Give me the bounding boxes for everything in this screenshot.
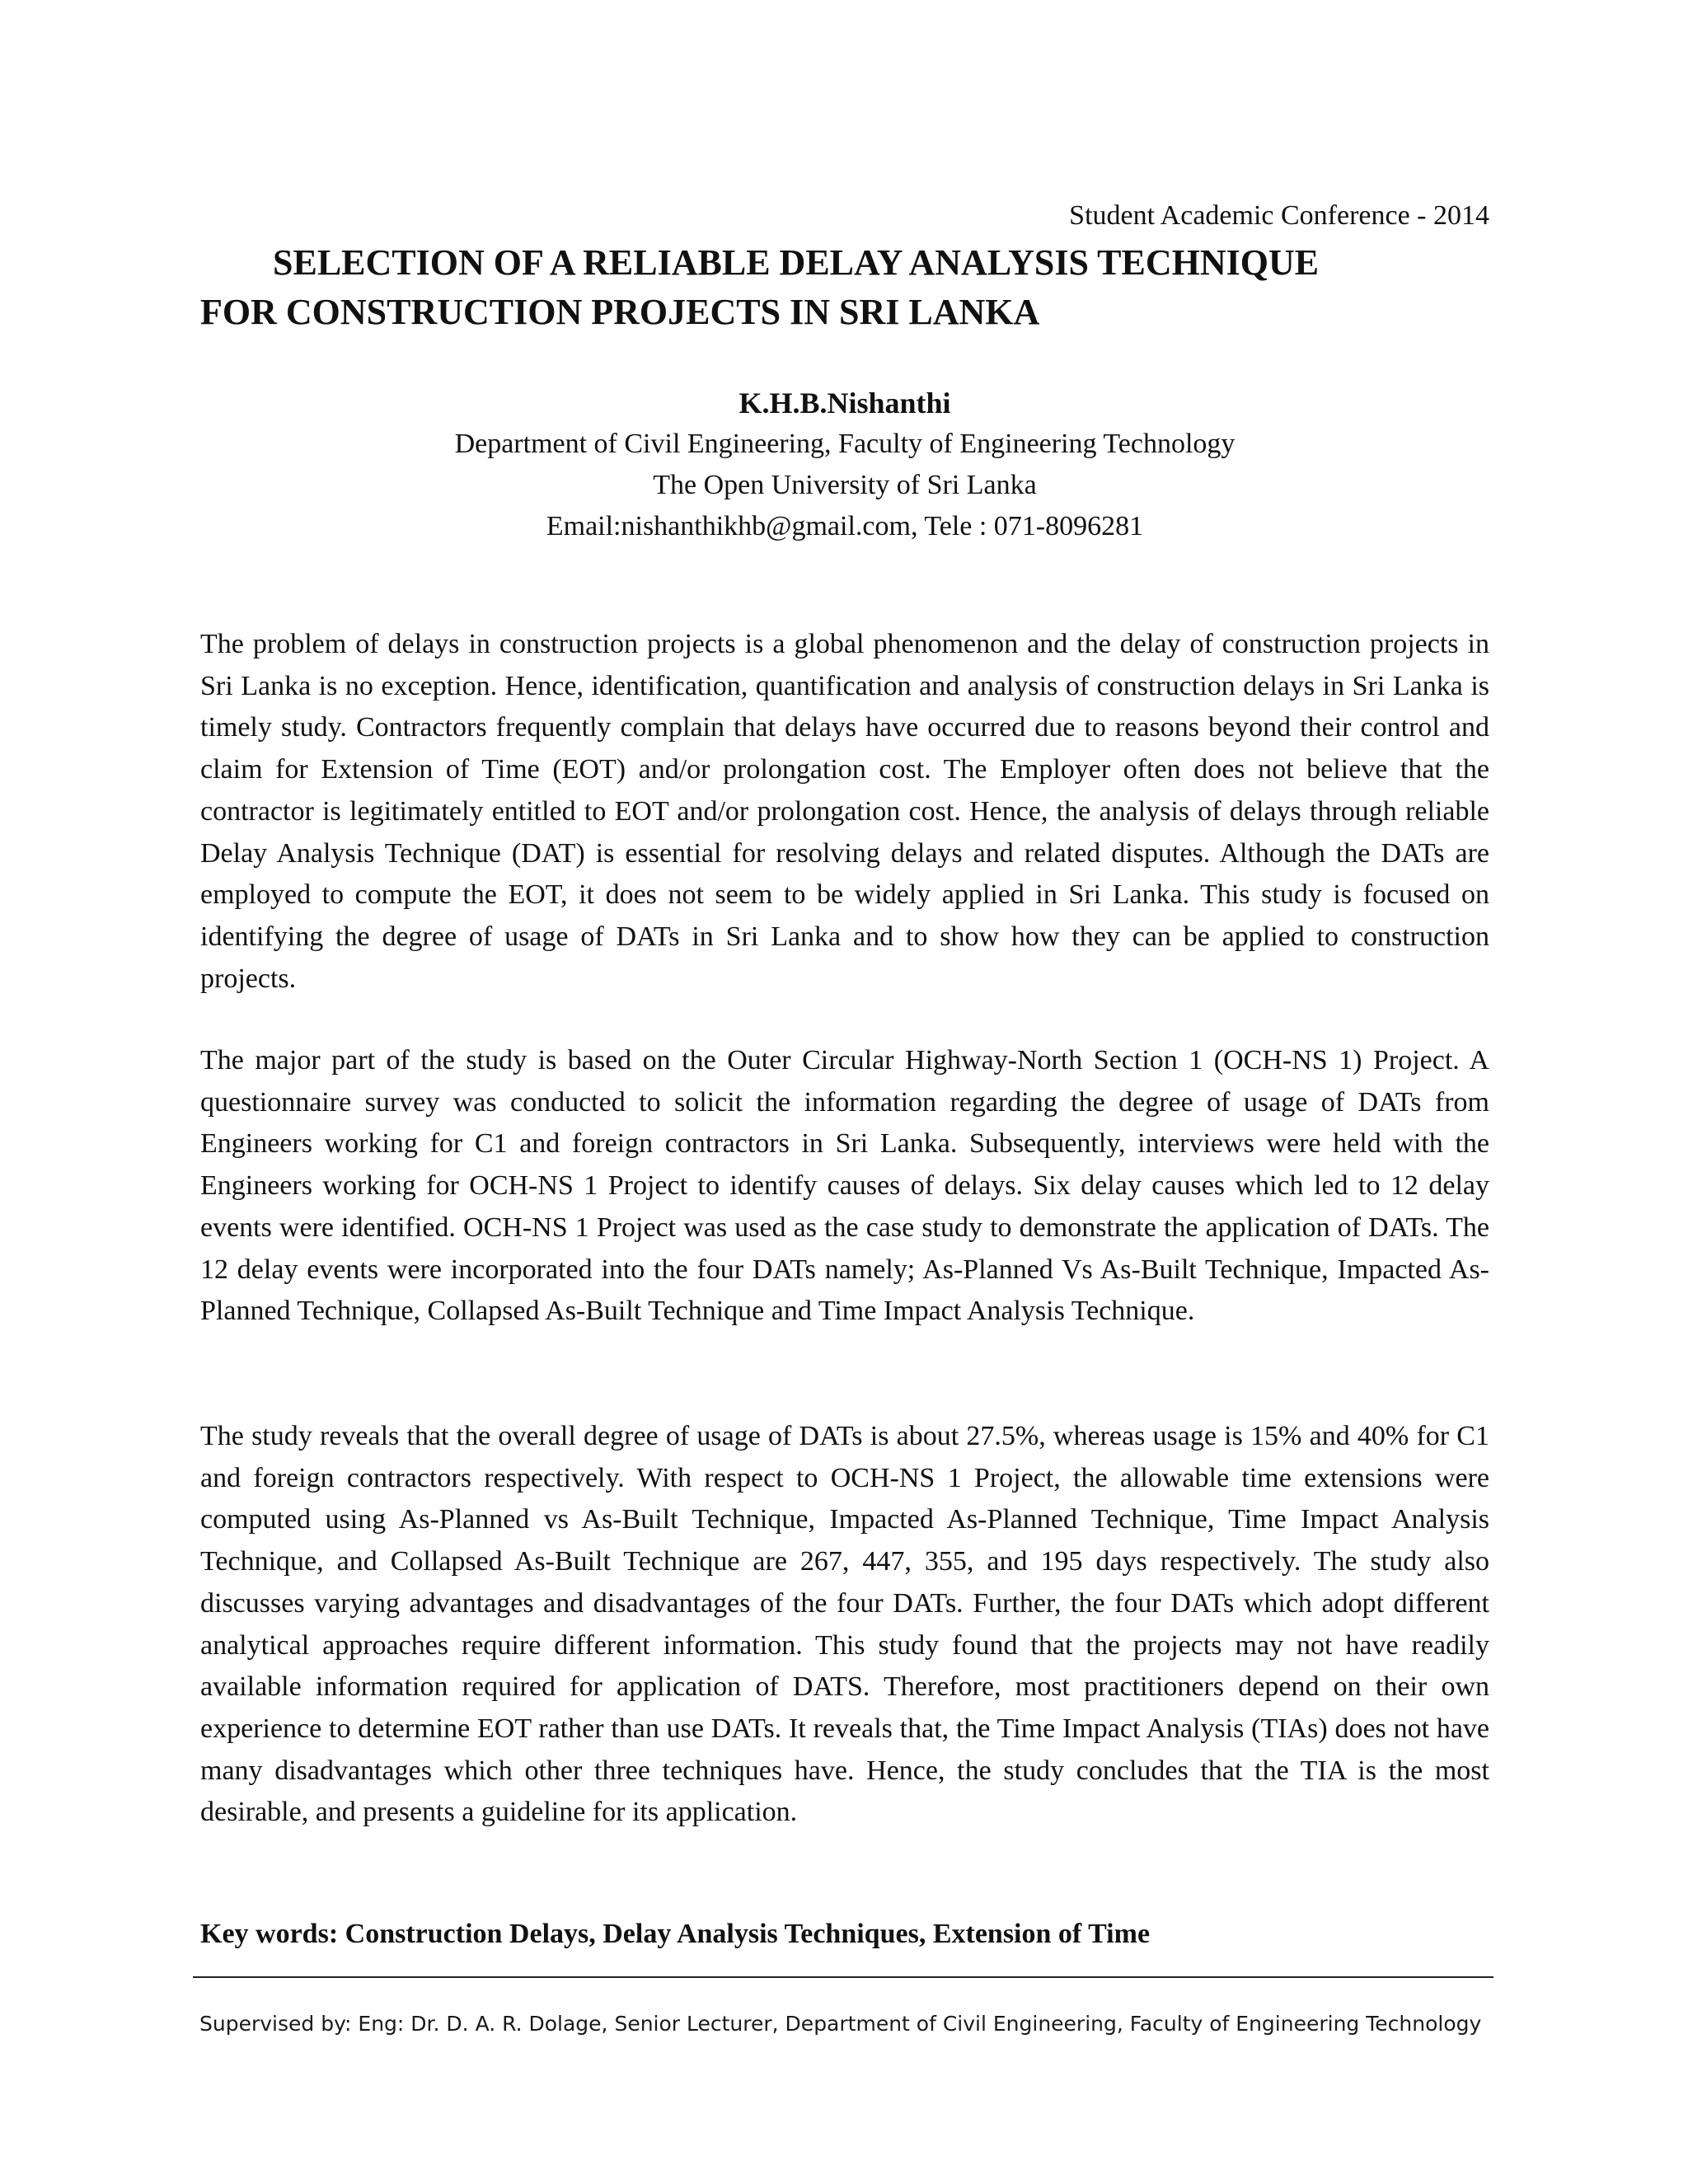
paper-title-line-1: SELECTION OF A RELIABLE DELAY ANALYSIS TECHNIQUE <box>273 242 1320 283</box>
author-department: Department of Civil Engineering, Faculty of Engineering Technology <box>454 429 1236 459</box>
author-name: K.H.B.Nishanthi <box>738 387 951 419</box>
paper-title-line-2: FOR CONSTRUCTION PROJECTS IN SRI LANKA <box>200 292 1040 332</box>
author-contact: Email:nishanthikhb@gmail.com, Tele : 071-8096281 <box>546 511 1144 541</box>
supervisor-footnote: Supervised by: Eng: Dr. D. A. R. Dolage, Senior Lecturer, Department of Civil Engineering, Faculty of Engineering Technology <box>199 2012 1482 2036</box>
keywords: Key words: Construction Delays, Delay Analysis Techniques, Extension of Time <box>200 1919 1151 1949</box>
abstract-paragraph-2: The major part of the study is based on the Outer Circular Highway-North Section 1 (OCH-NS 1) Project. A questionnaire survey was conducted to solicit the information regarding the degree of usage of DATs from Engineers working for C1 and foreign contractors in Sri Lanka. Subsequently, interviews were held with the Engineers working for OCH-NS 1 Project to identify causes of delays. Six delay causes which led to 12 delay events were identified. OCH-NS 1 Project was used as the case study to demonstrate the application of DATs. The 12 delay events were incorporated into the four DATs namely; As-Planned Vs As-Built Technique, Impacted As-Planned Technique, Collapsed As-Built Technique and Time Impact Analysis Technique. <box>200 1045 1489 1327</box>
abstract-paragraph-1: The problem of delays in construction projects is a global phenomenon and the delay of construction projects in Sri Lanka is no exception. Hence, identification, quantification and analysis of construction delays in Sri Lanka is timely study. Contractors frequently complain that delays have occurred due to reasons beyond their control and claim for Extension of Time (EOT) and/or prolongation cost. The Employer often does not believe that the contractor is legitimately entitled to EOT and/or prolongation cost. Hence, the analysis of delays through reliable Delay Analysis Technique (DAT) is essential for resolving delays and related disputes. Although the DATs are employed to compute the EOT, it does not seem to be widely applied in Sri Lanka. This study is focused on identifying the degree of usage of DATs in Sri Lanka and to show how they can be applied to construction projects. <box>200 629 1489 994</box>
conference-header: Student Academic Conference - 2014 <box>1069 200 1489 231</box>
footnote-divider <box>193 1976 1493 1978</box>
abstract-paragraph-3: The study reveals that the overall degree of usage of DATs is about 27.5%, whereas usage is 15% and 40% for C1 and foreign contractors respectively. With respect to OCH-NS 1 Project, the allowable time extensions were computed using As-Planned vs As-Built Technique, Impacted As-Planned Technique, Time Impact Analysis Technique, and Collapsed As-Built Technique are 267, 447, 355, and 195 days respectively. The study also discusses varying advantages and disadvantages of the four DATs. Further, the four DATs which adopt different analytical approaches require different information. This study found that the projects may not have readily available information required for application of DATS. Therefore, most practitioners depend on their own experience to determine EOT rather than use DATs. It reveals that, the Time Impact Analysis (TIAs) does not have many disadvantages which other three techniques have. Hence, the study concludes that the TIA is the most desirable, and presents a guideline for its application. <box>200 1421 1489 1828</box>
author-university: The Open University of Sri Lanka <box>653 470 1037 500</box>
